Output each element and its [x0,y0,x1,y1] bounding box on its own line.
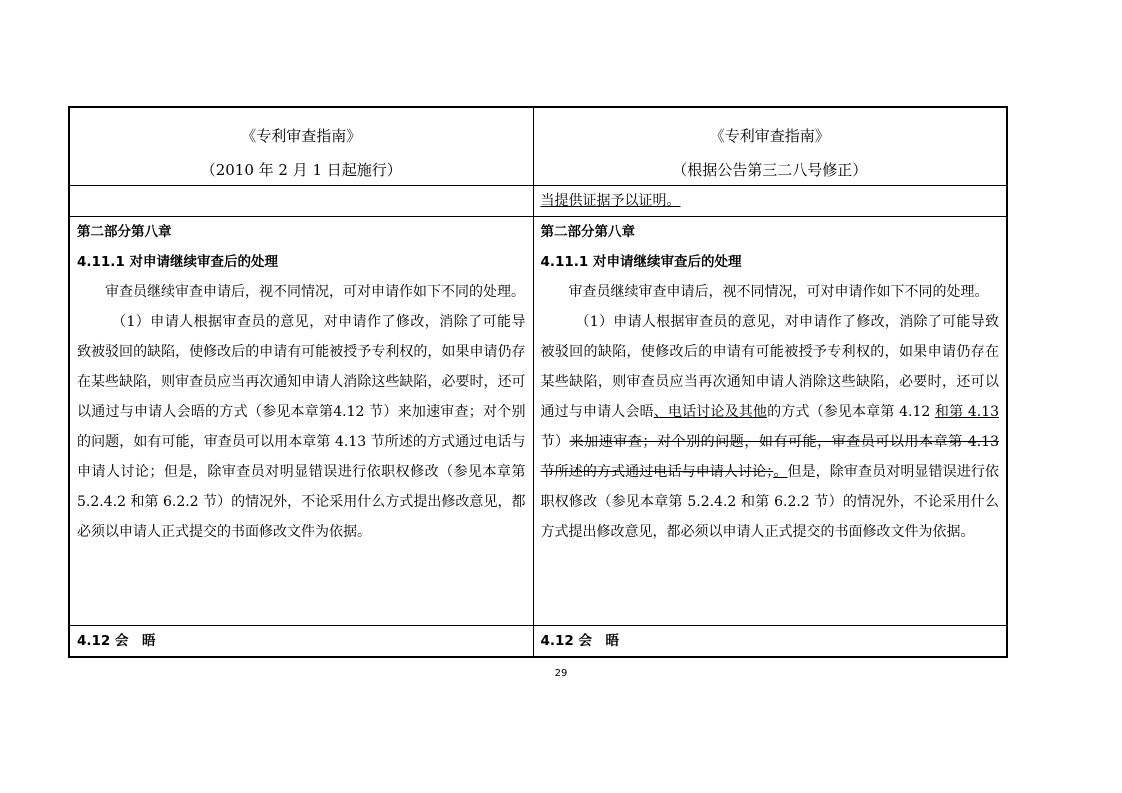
left-next-section-heading: 4.12 会 晤 [77,633,156,649]
left-next-section-cell [69,626,533,658]
right-para2-text-c: 节） [540,434,570,450]
right-section-heading: 4.11.1 对申请继续审查后的处理 [540,254,742,270]
right-para2-deletion-1: 来加速审查；对个别的问题，如有可能，审查员可以用本章第 4.13 节所述的方式通过电话与申请人讨论； [540,434,999,480]
left-continuation-cell [69,186,533,217]
next-section-row [69,626,1007,658]
continuation-row [69,186,1007,217]
right-continuation-cell [533,186,1007,217]
right-header-title: 《专利审查指南》 [709,127,830,145]
right-para2-insertion-2: 和第 4.13 [934,404,1000,420]
left-header-subtitle: （2010 年 2 月 1 日起施行） [200,161,402,179]
left-body-cell [69,217,533,626]
left-header-title: 《专利审查指南》 [241,127,362,145]
right-paragraph-2 [541,307,1000,547]
right-continuation-text: 当提供证据予以证明。 [540,193,681,209]
left-paragraph-2: （1）申请人根据审查员的意见，对申请作了修改，消除了可能导致被驳回的缺陷，使修改后的申请有可能被授予专利权的，如果申请仍存在某些缺陷，则审查员应当再次通知申请人消除这些缺陷，必要时，还可以通过与申请人会晤的方式（参见本章第4.12 节）来加速审查；对个别的问题，如有可能，审查员可以用本章第 4.13 节所述的方式通过电话与申请人讨论；但是，除审查员对明显错误进行依职权修改（参见本章第 5.2.4.2 和第 6.2.2 节）的情况外，不论采用什么方式提出修改意见，都必须以申请人正式提交的书面修改文件为依据。 [77,314,526,540]
right-paragraph-1: 审查员继续审查申请后，视不同情况，可对申请作如下不同的处理。 [568,284,989,300]
right-body-cell [533,217,1007,626]
right-next-section-heading: 4.12 会 晤 [540,633,620,649]
right-para2-text-a: （1）申请人根据审查员的意见，对申请作了修改，消除了可能导致被驳回的缺陷，使修改后的申请有可能被授予专利权的，如果申请仍存在某些缺陷，则审查员应当再次通知申请人消除这些缺陷，必要时，还可以通过与申请人会晤 [540,314,999,420]
body-row [69,217,1007,626]
right-chapter-heading: 第二部分第八章 [540,224,635,240]
right-para2-insertion-1: 、电话讨论及其他 [653,404,768,420]
header-row [69,107,1007,186]
left-paragraph-1: 审查员继续审查申请后，视不同情况，可对申请作如下不同的处理。 [105,284,525,300]
left-section-heading: 4.11.1 对申请继续审查后的处理 [77,254,279,270]
comparison-table [68,106,1008,658]
right-header-subtitle: （根据公告第三二八号修正） [672,161,868,179]
right-para2-text-d: 但是，除审查员对明显错误进行依职权修改（参见本章第 5.2.4.2 和第 6.2.2 节）的情况外，不论采用什么方式提出修改意见，都必须以申请人正式提交的书面修改文件为依据。 [540,464,999,540]
right-para2-insertion-3: 。 [773,464,788,480]
right-next-section-cell [533,626,1007,658]
left-header-cell [69,107,533,186]
page-number: 29 [554,668,568,679]
left-chapter-heading: 第二部分第八章 [77,224,172,240]
right-para2-text-b: 的方式（参见本章第 4.12 [767,404,935,420]
right-header-cell [533,107,1007,186]
